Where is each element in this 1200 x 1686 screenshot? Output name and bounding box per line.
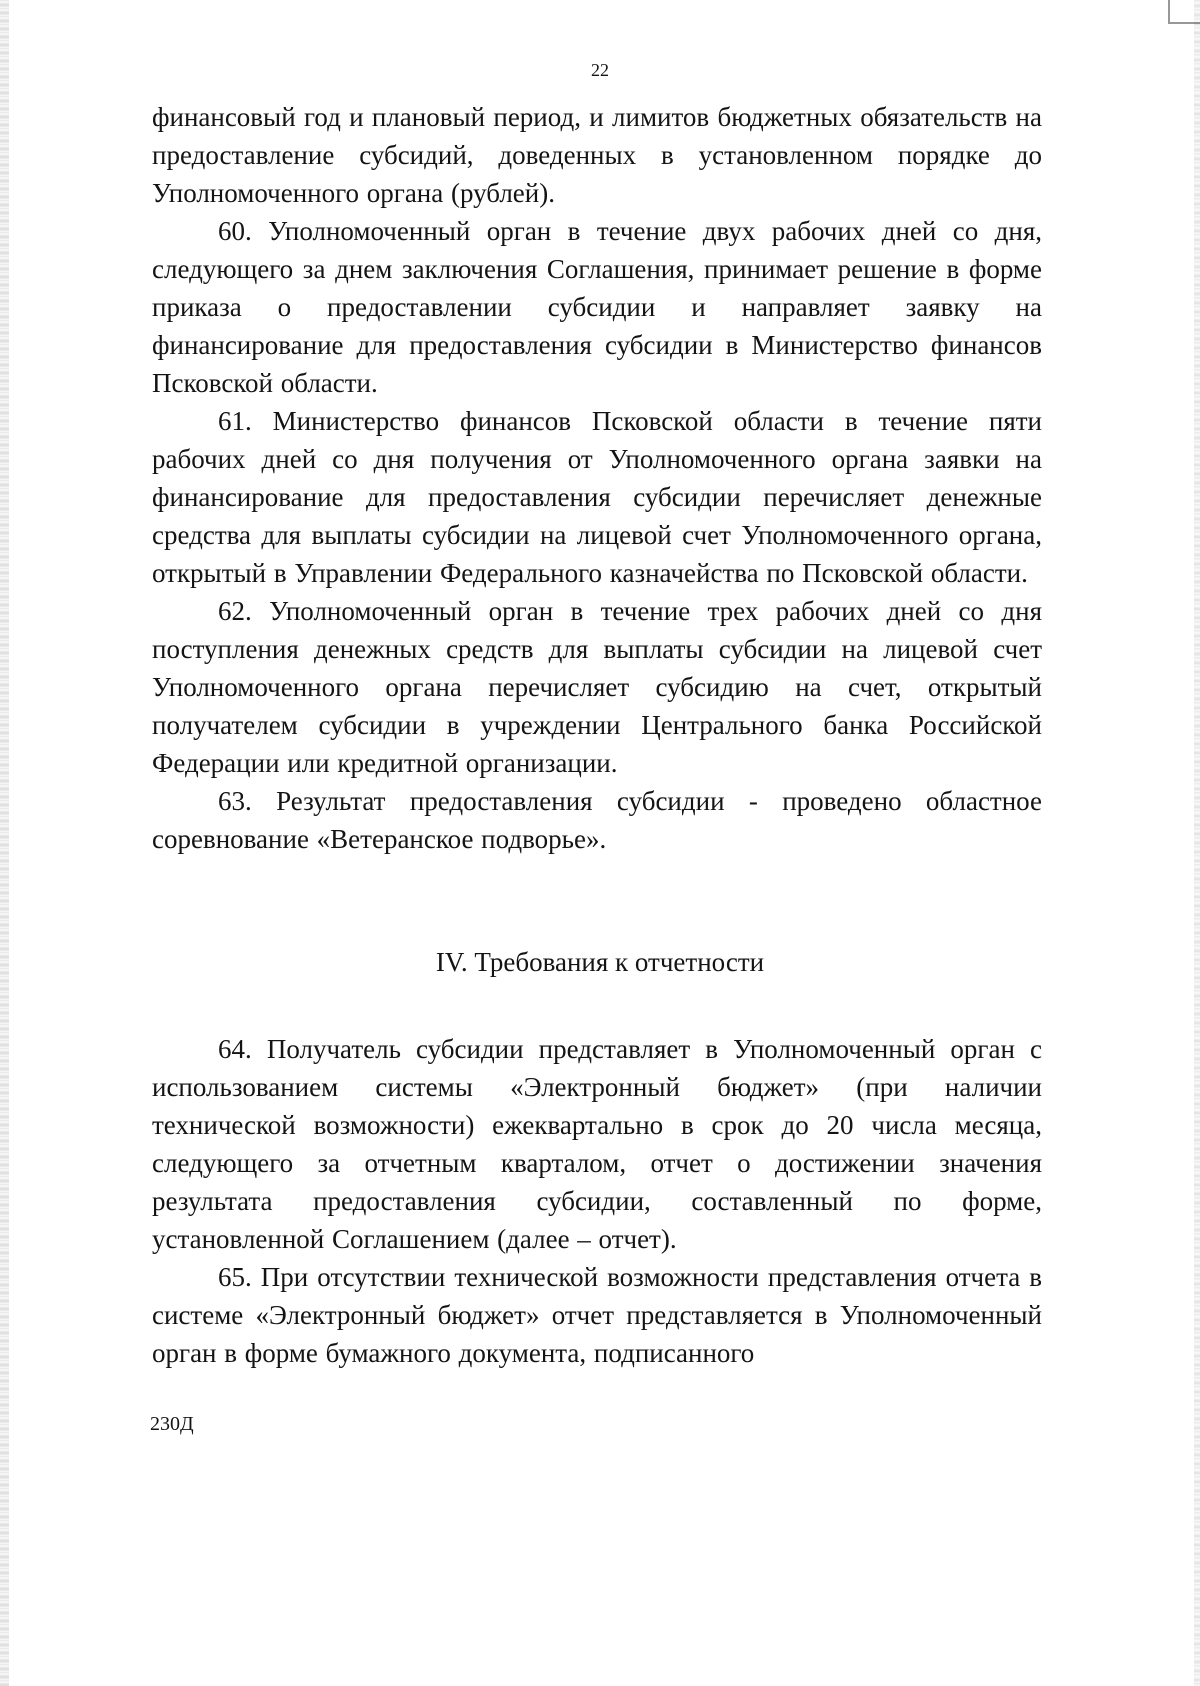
paragraph-60: 60. Уполномоченный орган в течение двух рабочих дней со дня, следующего за днем заключения Соглашения, принимает решение в форме приказа о предоставлении субсидии и направляет заявку на финансирование для предоставления субсидии в Министерство финансов Псковской области. [152,216,1042,398]
paragraph-65: 65. При отсутствии технической возможности представления отчета в системе «Электронный бюджет» отчет представляется в Уполномоченный орган в форме бумажного документа, подписанного [152,1262,1042,1368]
paragraph-63: 63. Результат предоставления субсидии - проведено областное соревнование «Ветеранское подворье». [152,786,1042,854]
paragraph-64: 64. Получатель субсидии представляет в Уполномоченный орган с использованием системы «Электронный бюджет» (при наличии технической возможности) ежеквартально в срок до 20 числа месяца, следующего за отчетным кварталом, отчет о достижении значения результата предоставления субсидии, составленный по форме, установленной Соглашением (далее – отчет). [152,1034,1042,1254]
text-block-top [152,98,1042,858]
scan-corner-mark [1168,0,1200,24]
scan-edge-left [0,0,9,1686]
page-number: 22 [591,60,609,80]
paragraph-61: 61. Министерство финансов Псковской области в течение пяти рабочих дней со дня получения от Уполномоченного органа заявки на финансирование для предоставления субсидии перечисляет денежные средства для выплаты субсидии на лицевой счет Уполномоченного органа, открытый в Управлении Федерального казначейства по Псковской области. [152,406,1042,588]
text-block-bottom [152,1030,1042,1372]
document-code: 230Д [150,1413,194,1435]
paragraph-62: 62. Уполномоченный орган в течение трех рабочих дней со дня поступления денежных средств для выплаты субсидии на лицевой счет Уполномоченного органа перечисляет субсидию на счет, открытый получателем субсидии в учреждении Центрального банка Российской Федерации или кредитной организации. [152,596,1042,778]
scan-edge-right [1194,0,1200,1686]
section-heading: IV. Требования к отчетности [435,947,765,977]
paragraph-continuation: финансовый год и плановый период, и лимитов бюджетных обязательств на предоставление субсидий, доведенных в установленном порядке до Уполномоченного органа (рублей). [152,102,1042,208]
